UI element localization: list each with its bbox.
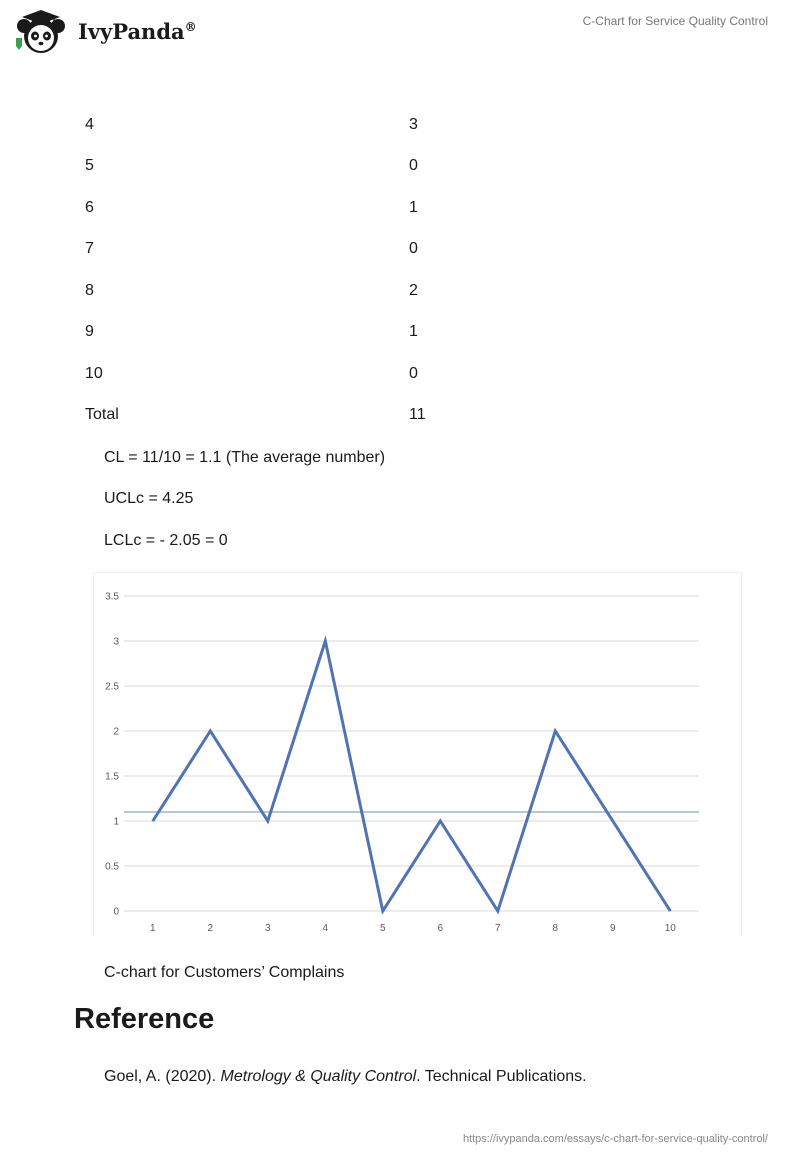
x-tick-label: 4 [322, 923, 329, 934]
table-row [85, 363, 585, 385]
y-tick-label: 3.5 [105, 591, 119, 603]
center-line-formula: CL = 11/10 = 1.1 (The average number) [104, 449, 386, 466]
reference-heading: Reference [74, 1003, 215, 1035]
data-point [555, 731, 556, 732]
data-point [325, 641, 326, 642]
ivypanda-logo[interactable] [14, 8, 199, 56]
table-cell-sample: 7 [85, 240, 94, 257]
document-title: C-Chart for Service Quality Control [582, 14, 768, 28]
table-cell-sample: 8 [85, 282, 94, 299]
c-chart [93, 572, 742, 937]
table-cell-sample: 6 [85, 199, 94, 216]
lower-control-limit: LCLc = - 2.05 = 0 [104, 532, 228, 549]
panda-icon [14, 8, 74, 56]
table-row [85, 321, 585, 343]
x-tick-label: 1 [149, 923, 156, 934]
y-tick-label: 2.5 [105, 681, 119, 693]
reference-item: Goel, A. (2020). Metrology & Quality Control. Technical Publications. [104, 1068, 587, 1085]
y-tick-label: 1 [113, 816, 119, 828]
table-row [85, 238, 585, 260]
table-cell-count: 1 [409, 199, 418, 216]
source-url[interactable]: https://ivypanda.com/essays/c-chart-for-service-quality-control/ [462, 1133, 768, 1145]
data-point [152, 821, 153, 822]
data-point [382, 911, 383, 912]
y-tick-label: 1.5 [105, 771, 119, 783]
table-row [85, 155, 585, 177]
reference-title: Metrology & Quality Control [220, 1068, 417, 1085]
x-tick-label: 6 [437, 923, 444, 934]
x-tick-label: 5 [379, 923, 386, 934]
table-cell-sample: 4 [85, 116, 94, 133]
data-point [267, 821, 268, 822]
table-cell-count: 0 [409, 365, 418, 382]
x-tick-label: 10 [664, 923, 676, 934]
table-row [85, 114, 585, 136]
data-point [440, 821, 441, 822]
table-cell-sample: 9 [85, 323, 94, 340]
y-tick-label: 3 [113, 636, 119, 648]
table-cell-sample: 10 [85, 365, 103, 382]
table-cell-count: 1 [409, 323, 418, 340]
x-tick-label: 8 [552, 923, 559, 934]
table-cell-count: 2 [409, 282, 418, 299]
data-point [210, 731, 211, 732]
table-cell-count: 3 [409, 116, 418, 133]
data-point [670, 911, 671, 912]
y-tick-label: 2 [113, 726, 119, 738]
table-cell-total-label: Total [85, 406, 119, 423]
upper-control-limit: UCLc = 4.25 [104, 490, 194, 507]
table-cell-count: 0 [409, 240, 418, 257]
data-point [497, 911, 498, 912]
brand-name: IvyPanda® [78, 19, 197, 44]
x-tick-label: 7 [494, 923, 501, 934]
page-header [0, 0, 800, 70]
x-tick-label: 3 [264, 923, 271, 934]
x-tick-label: 2 [207, 923, 214, 934]
table-cell-total-value: 11 [409, 406, 426, 423]
c-chart-plot [94, 573, 741, 937]
y-tick-label: 0 [113, 906, 119, 918]
table-row [85, 280, 585, 302]
table-cell-count: 0 [409, 157, 418, 174]
table-row-total [85, 404, 585, 426]
x-tick-label: 9 [609, 923, 616, 934]
y-tick-label: 0.5 [105, 861, 119, 873]
table-cell-sample: 5 [85, 157, 94, 174]
table-row [85, 197, 585, 219]
chart-caption: C-chart for Customers’ Complains [104, 964, 345, 981]
data-point [612, 821, 613, 822]
